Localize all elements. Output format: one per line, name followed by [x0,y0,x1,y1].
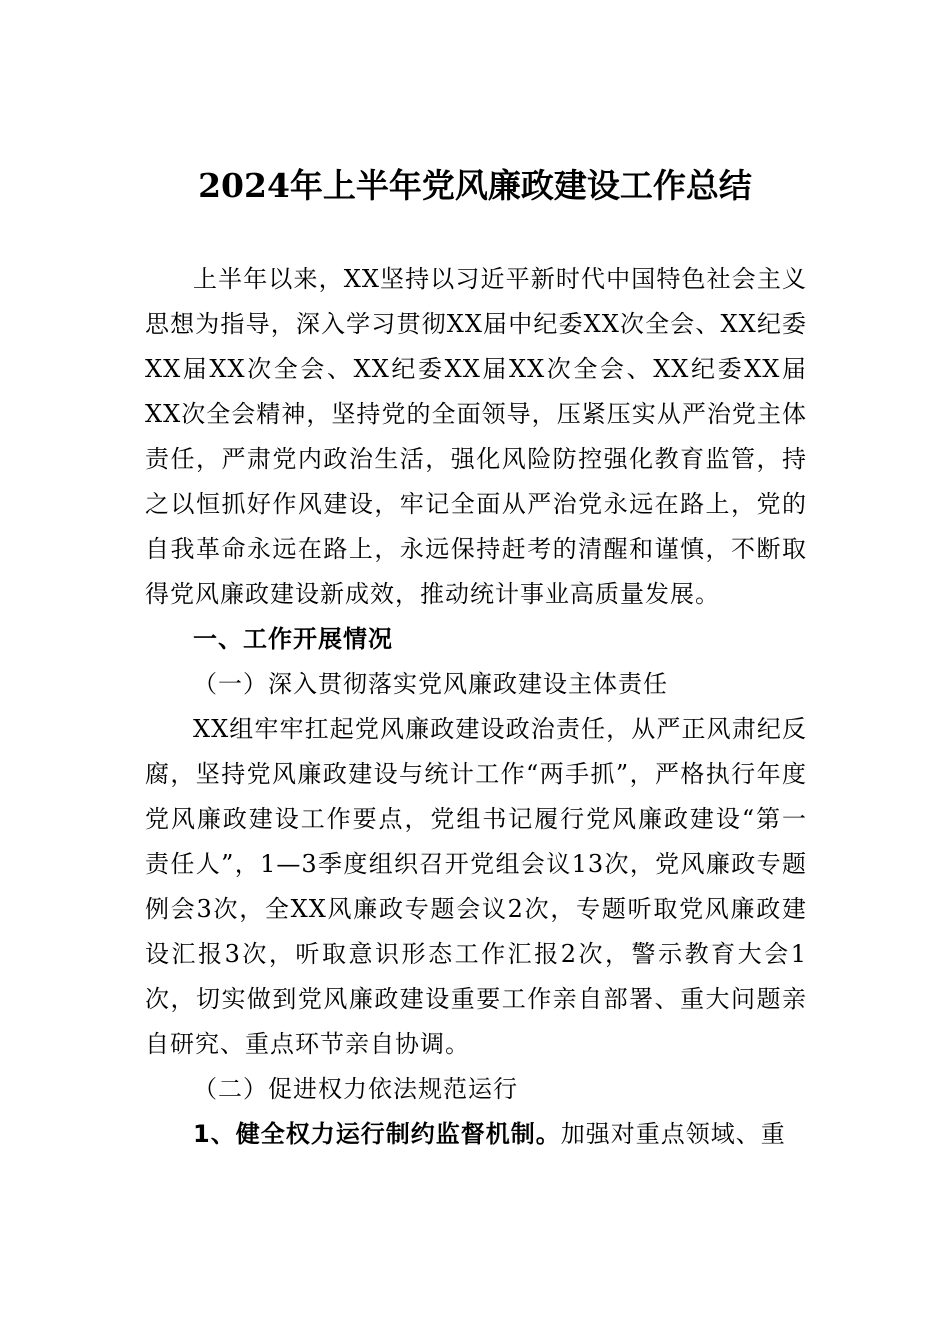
item-lead-supervision: 1、健全权力运行制约监督机制。 [193,1120,561,1148]
document-title: 2024年上半年党风廉政建设工作总结 [198,166,752,205]
document-body [145,257,807,1157]
subsection-heading-responsibility: （一）深入贯彻落实党风廉政建设主体责任 [193,670,668,698]
subsection-paragraph-responsibility: XX组牢牢扛起党风廉政建设政治责任，从严正风肃纪反腐，坚持党风廉政建设与统计工作“两手抓”，严格执行年度党风廉政建设工作要点，党组书记履行党风廉政建设“第一责任人”，1—3季度组织召开党组会议13次，党风廉政专题例会3次，全XX风廉政专题会议2次，专题听取党风廉政建设汇报3次，听取意识形态工作汇报2次，警示教育大会1次，切实做到党风廉政建设重要工作亲自部署、重大问题亲自研究、重点环节亲自协调。 [145,715,807,1058]
section-heading-work-progress: 一、工作开展情况 [193,625,393,653]
item-paragraph-supervision [145,1112,807,1157]
subsection-heading-power-regulation: （二）促进权力依法规范运行 [193,1075,518,1103]
intro-paragraph: 上半年以来，XX坚持以习近平新时代中国特色社会主义思想为指导，深入学习贯彻XX届中纪委XX次全会、XX纪委XX届XX次全会、XX纪委XX届XX次全会、XX纪委XX届XX次全会精神，坚持党的全面领导，压紧压实从严治党主体责任，严肃党内政治生活，强化风险防控强化教育监管，持之以恒抓好作风建设，牢记全面从严治党永远在路上，党的自我革命永远在路上，永远保持赶考的清醒和谨慎，不断取得党风廉政建设新成效，推动统计事业高质量发展。 [145,265,807,608]
item-text-supervision: 加强对重点领域、重 [560,1120,786,1148]
